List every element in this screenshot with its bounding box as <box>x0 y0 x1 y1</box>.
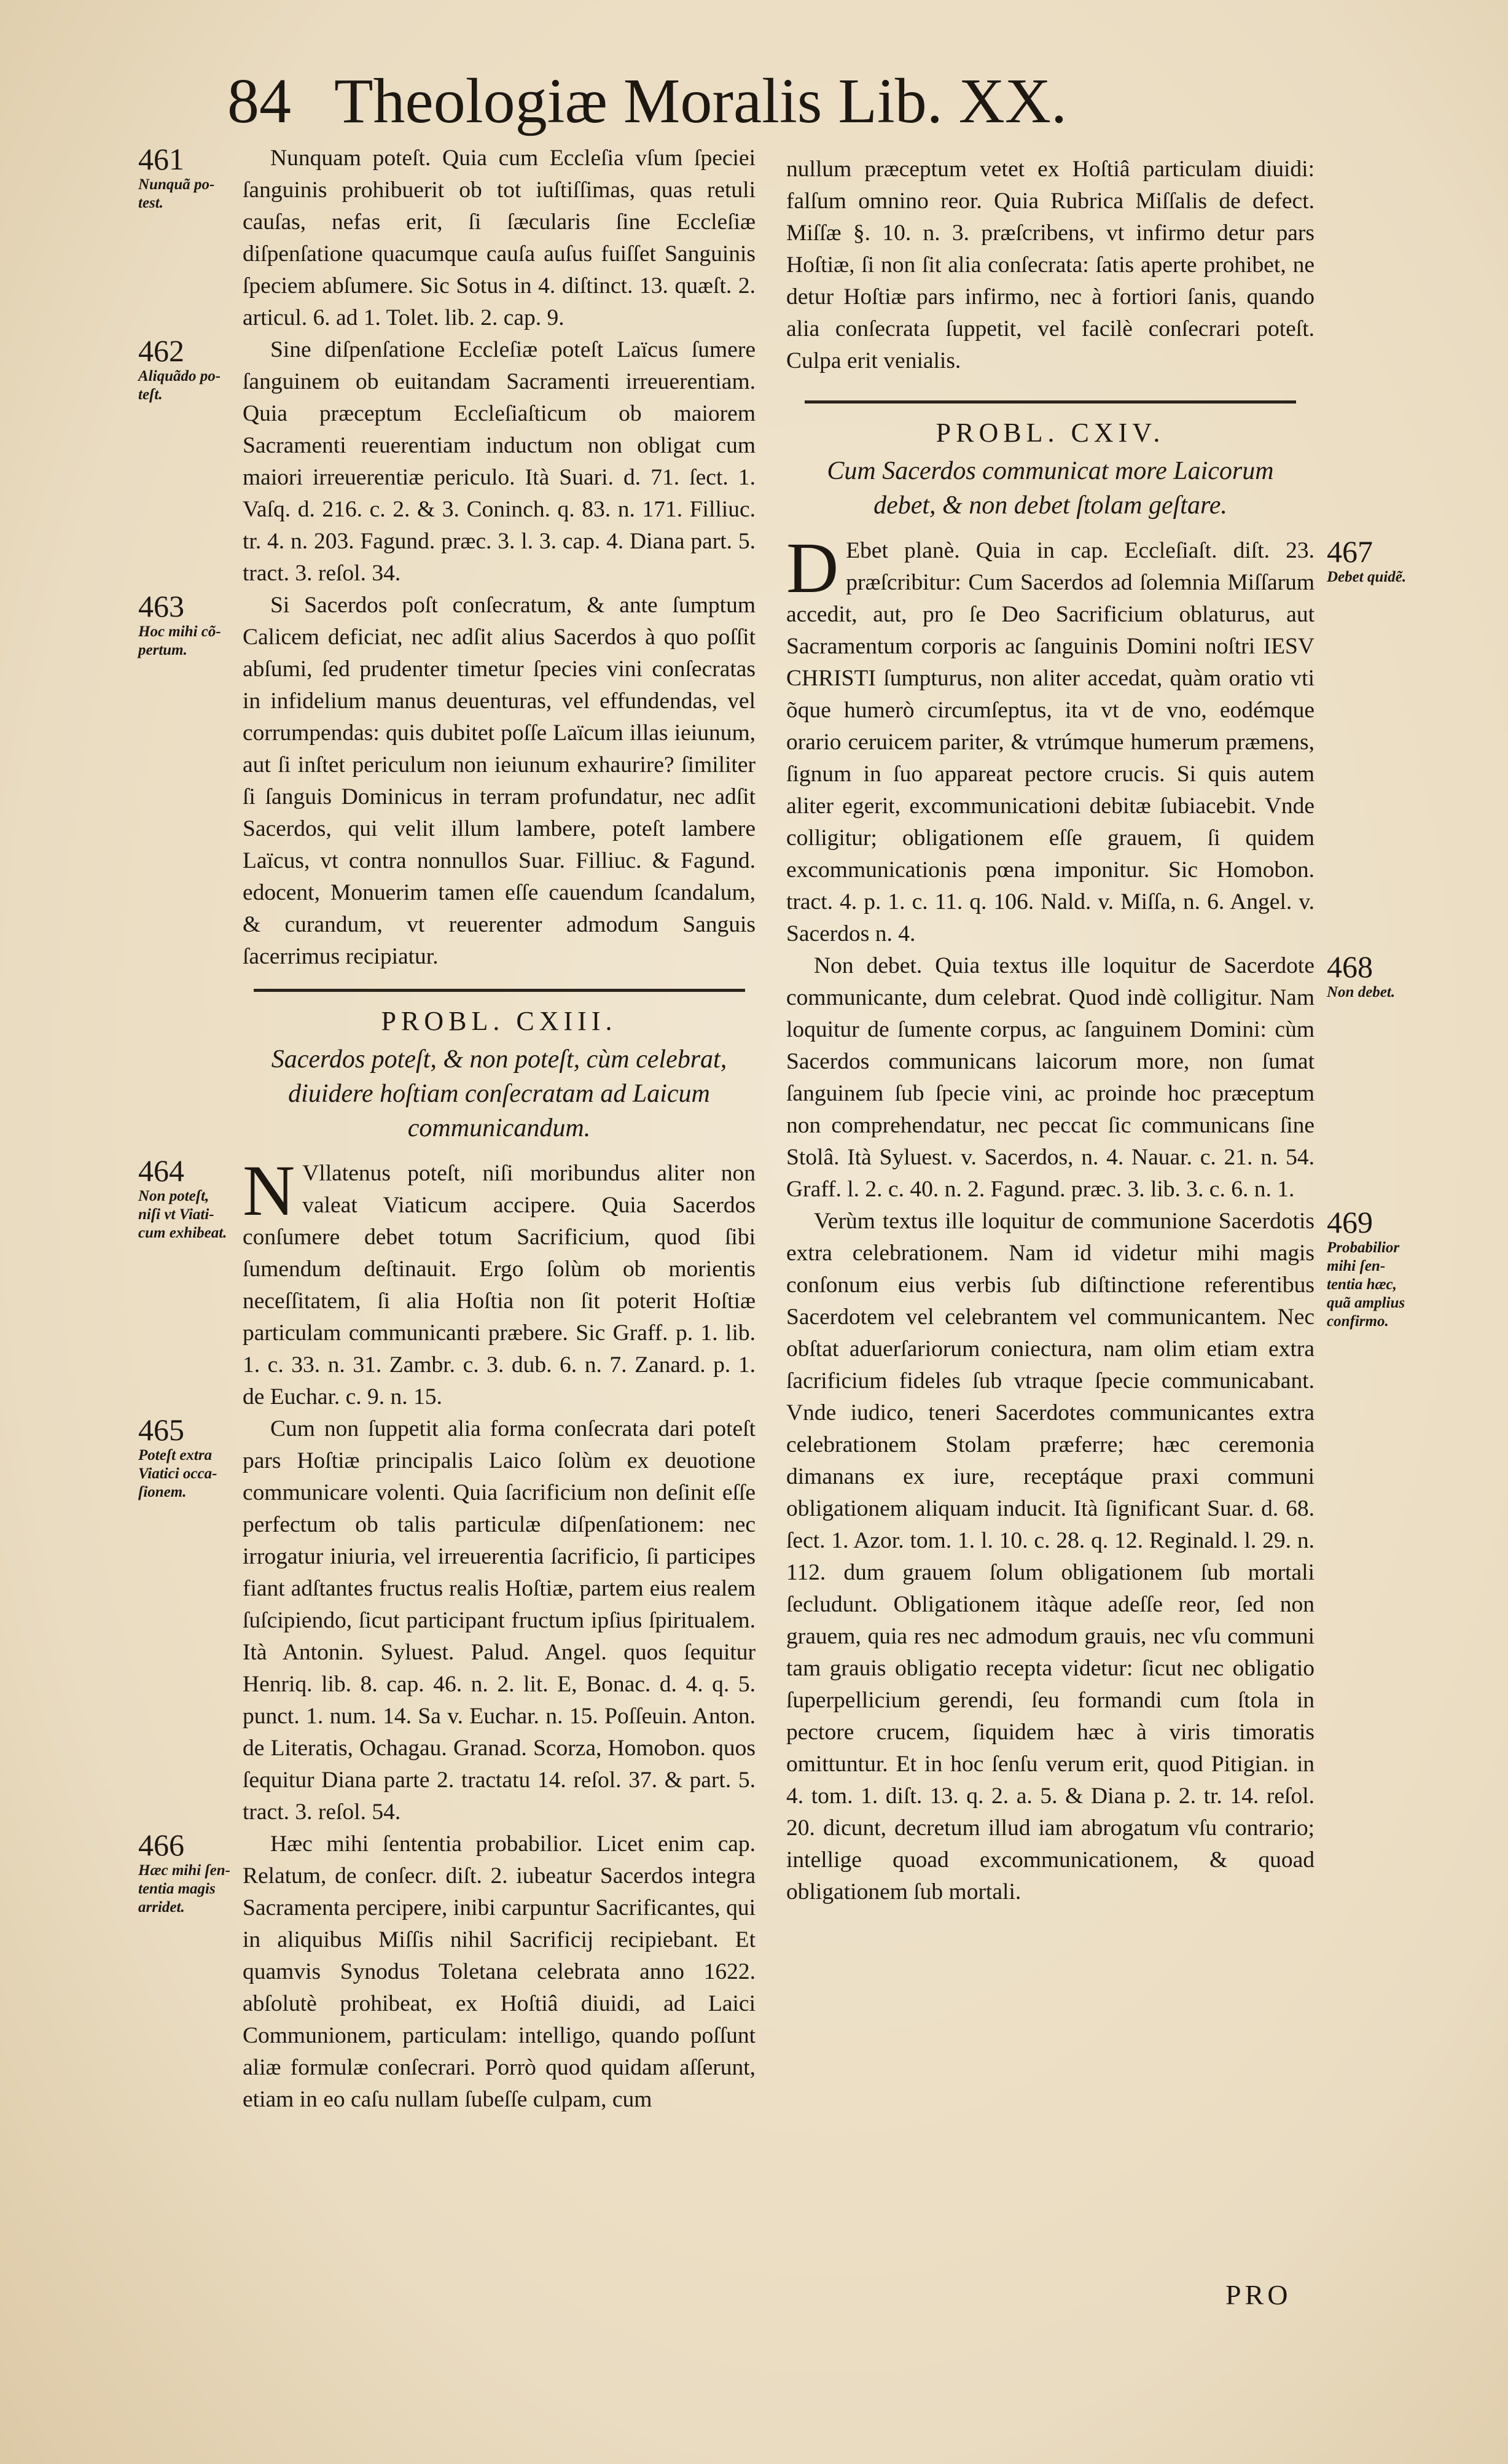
margin-gloss: Debet quidẽ. <box>1327 569 1407 585</box>
paragraph-466 <box>138 1828 756 2116</box>
continuation-text: nullum præceptum vetet ex Hoſtiâ particulam diuidi: falſum omnino reor. Quia Rubrica Miſſalis de defect. Miſſæ §. 10. n. 3. præſcribens, vt infirmo detur pars Hoſtiæ, ſi non ſit alia conſecrata: ſatis aperte prohibet, ne detur Hoſtiæ pars infirmo, nec à fortiori ſanis, quando alia conſecrata ſuppetit, vel facilè conſecrari poteſt. Culpa erit venialis. <box>786 157 1315 373</box>
drop-cap: N <box>243 1150 295 1231</box>
margin-gloss: Aliquãdo po- teſt. <box>138 368 221 403</box>
paragraph-number: 462 <box>138 333 184 368</box>
margin-note-461 <box>138 142 267 212</box>
paragraph-number: 464 <box>138 1153 184 1188</box>
margin-note-465 <box>138 1413 267 1502</box>
paragraph-number: 469 <box>1327 1205 1373 1239</box>
left-column <box>138 142 756 2116</box>
margin-note-462 <box>138 334 267 404</box>
margin-gloss: Probabilior mihi ſen- tentia hæc, quã amplius confirmo. <box>1327 1239 1405 1330</box>
section-rule <box>805 400 1296 404</box>
margin-note-468 <box>1327 950 1450 1002</box>
page-number: 84 <box>227 66 291 136</box>
margin-note-469 <box>1327 1206 1450 1331</box>
paragraph-464 <box>138 1150 756 1413</box>
problem-title: Sacerdos poteſt, & non poteſt, cùm celebrat, diuidere hoſtiam conſecratam ad Laicum communicandum. <box>271 1045 727 1142</box>
paragraph-text: Cum non ſuppetit alia forma conſecrata dari poteſt pars Hoſtiæ principalis Laico ſolùm ex deuotione communicare volenti. Quia ſacrificium non deſinit eſſe perfectum ob talis particulæ diſpenſationem: nec irrogatur iniuria, vel irreuerentia ſacrificio, ſi participes fiant adſtantes fructus realis Hoſtiæ, partem eius realem ſuſcipiendo, ſicut participant fructum ipſius ſpiritualem. Ità Antonin. Syluest. Palud. Angel. quos ſequitur Henriq. lib. 8. cap. 46. n. 2. lit. E, Bonac. d. 4. q. 5. punct. 1. num. 14. Sa v. Euchar. n. 15. Poſſeuin. Anton. de Literatis, Ochagau. Granad. Scorza, Homobon. quos ſequitur Diana parte 2. tractatu 14. reſol. 37. & part. 5. tract. 3. reſol. 54. <box>243 1416 756 1825</box>
paragraph-text: Verùm textus ille loquitur de communione Sacerdotis extra celebrationem. Nam id videtur mihi magis conſonum eius verbis ſub diſtinctione referentibus Sacerdotem vel celebrantem vel communicantem. Nec obſtat aduerſariorum coniectura, nam olim etiam extra ſacrificium fideles ſub vtraque ſpecie communicabant. Vnde iudico, teneri Sacerdotes communicantes extra celebrationem Stolam præferre; hæc ceremonia dimanans ex iure, receptáque praxi communi obligationem aliquam inducit. Ità ſignificant Suar. d. 68. ſect. 1. Azor. tom. 1. l. 10. c. 28. q. 12. Reginald. l. 29. n. 112. dum grauem ſolum obligationem ſub mortali ſecludunt. Obligationem itàque adeſſe reor, ſed non grauem, quia res nec admodum grauis, nec vſu communi tam grauis obligatio recepta videtur: ſicut nec obligatio ſuperpellicium gerendi, ſeu formandi cum ſtola in pectore crucem, ſiquidem hæc à viris timoratis omittuntur. Et in hoc ſenſu verum erit, quod Pitigian. in 4. tom. 1. diſt. 13. q. 2. a. 5. & Diana p. 2. tr. 14. reſol. 20. dicunt, decretum illud iam abrogatum vſu contrario; intellige quoad excommunicationem, & quoad obligationem ſub mortali. <box>786 1209 1315 1905</box>
problem-heading: PROBL. CXIII. <box>381 1006 617 1036</box>
drop-cap: D <box>786 528 839 608</box>
problem-title: Cum Sacerdos communicat more Laicorum debet, & non debet ſtolam geſtare. <box>827 457 1274 520</box>
paragraph-text: Nunquam poteſt. Quia cum Eccleſia vſum ſpeciei ſanguinis prohibuerit ob tot iuſtiſſimas, quas retuli cauſas, nefas erit, ſi ſæcularis ſine Eccleſiæ diſpenſatione quacumque cauſa auſus fuiſſet Sanguinis ſpeciem abſumere. Sic Sotus in 4. diſtinct. 13. quæſt. 2. articul. 6. ad 1. Tolet. lib. 2. cap. 9. <box>243 146 756 330</box>
paragraph-text: Si Sacerdos poſt conſecratum, & ante ſumptum Calicem deficiat, nec adſit alius Sacerdos à quo poſſit abſumi, ſed prudenter timetur ſpecies vini conſecratas in infidelium manus deuenturas, vel effundendas, vel corrumpendas: quis dubitet poſſe Laïcum illas ieiunum, aut ſi inſtet periculum non ieiunum exhaurire? ſimiliter ſi ſanguis Dominicus in terram profundatur, nec adſit Sacerdos, qui velit illum lambere, poteſt lambere Laïcus, vt contra nonnullos Suar. Filliuc. & Fagund. edocent, Monuerim tamen eſſe cauendum ſcandalum, & curandum, vt reuerenter admodum Sanguis ſacerrimus recipiatur. <box>243 593 756 969</box>
paragraph-text: Ebet planè. Quia in cap. Eccleſiaſt. diſt. 23. præſcribitur: Cum Sacerdos ad ſolemnia Miſſarum accedit, aut, pro ſe Deo Sacrificium oblaturus, aut Sacramentum corporis ac ſanguinis Domini noſtri IESV CHRISTI ſumpturus, non aliter accedat, quàm oratio vti õque humerò circumſeptus, ita vt de vno, eodémque orario ceruicem pariter, & vtrúmque humerum præmens, ſignum in ſuo appareat pectore crucis. Si quis autem aliter egerit, excommunicationi debitæ ſubiacebit. Vnde colligitur; obligationem eſſe grauem, ſi quidem excommunicationis pœna imponitur. Sic Homobon. tract. 4. p. 1. c. 11. q. 106. Nald. v. Miſſa, n. 6. Angel. v. Sacerdos n. 4. <box>786 538 1315 946</box>
paragraph-number: 467 <box>1327 534 1373 569</box>
paragraph-text: Non debet. Quia textus ille loquitur de Sacerdote communicante, dum celebrat. Quod indè colligitur. Nam loquitur de ſumente corpus, ac ſanguinem Domini: cùm Sacerdos communicans laicorum more, non ſumat ſanguinem ſub ſpecie vini, ac proinde hoc præceptum non comprehendatur, nec peccat ſic communicans ſine Stolâ. Ità Syluest. v. Sacerdos, n. 4. Nauar. c. 21. n. 54. Graff. l. 2. c. 40. n. 2. Fagund. præc. 3. lib. 3. c. 6. n. 1. <box>786 953 1315 1202</box>
section-rule <box>254 989 745 992</box>
paragraph-465 <box>138 1413 756 1828</box>
paragraph-text: Vllatenus poteſt, niſi moribundus aliter non valeat Viaticum accipere. Quia Sacerdos conſumere debet totum Sacrificium, quod ſibi ſumendum deſtinauit. Ergo ſolùm ob morientis neceſſitatem, ſi alia Hoſtia non ſit poterit Hoſtiæ particulam communicanti præbere. Sic Graff. p. 1. lib. 1. c. 33. n. 31. Zambr. c. 3. dub. 6. n. 7. Zanard. p. 1. de Euchar. c. 9. n. 15. <box>243 1161 756 1409</box>
margin-gloss: Hoc mihi cõ- pertum. <box>138 623 221 658</box>
margin-gloss: Hæc mihi ſen- tentia magis arridet. <box>138 1862 230 1916</box>
margin-note-467 <box>1327 535 1450 587</box>
margin-gloss: Non poteſt, niſi vt Viati- cum exhibeat. <box>138 1188 227 1241</box>
paragraph-469 <box>786 1205 1405 1908</box>
paragraph-463 <box>138 589 756 973</box>
margin-gloss: Poteſt extra Viatici occa- ſionem. <box>138 1447 217 1500</box>
paragraph-468 <box>786 949 1396 1206</box>
paragraph-467 <box>786 528 1407 950</box>
margin-note-464 <box>138 1154 267 1242</box>
paragraph-text: Hæc mihi ſententia probabilior. Licet enim cap. Relatum, de conſecr. diſt. 2. iubeatur Sacerdos integra Sacramenta percipere, inibi carpuntur Sacrificantes, qui in aliquibus Miſſis nihil Sacrificij recipiebant. Et quamvis Synodus Toletana celebrata anno 1622. abſolutè prohibeat, ex Hoſtiâ diuidi, ad Laici Communionem, particulam: intelligo, quando poſſunt aliæ formulæ conſecrari. Porrò quod quidam aſſerunt, etiam in eo caſu nullam ſubeſſe culpam, cum <box>243 1831 756 2112</box>
paragraph-number: 466 <box>138 1828 184 1862</box>
margin-gloss: Nunquã po- test. <box>138 176 215 211</box>
paragraph-462 <box>138 333 756 590</box>
right-column <box>786 154 1407 1908</box>
paragraph-number: 463 <box>138 589 184 623</box>
paragraph-text: Sine diſpenſatione Eccleſiæ poteſt Laïcus ſumere ſanguinem ob euitandam Sacramenti irreuerentiam. Quia præceptum Eccleſiaſticum ob maiorem Sacramenti reuerentiam inductum non obligat cum maiori irreuerentiæ periculo. Ità Suari. d. 71. ſect. 1. Vaſq. d. 216. c. 2. & 3. Coninch. q. 83. n. 171. Filliuc. tr. 4. n. 203. Fagund. præc. 3. l. 3. cap. 4. Diana part. 5. tract. 3. reſol. 34. <box>243 337 756 586</box>
running-title: Theologiæ Moralis Lib. XX. <box>334 66 1068 136</box>
page-header <box>227 58 1333 144</box>
paragraph-461 <box>138 142 756 334</box>
margin-note-463 <box>138 590 267 660</box>
paragraph-number: 465 <box>138 1413 184 1447</box>
paragraph-number: 461 <box>138 142 184 176</box>
catchword: PRO <box>1225 2279 1292 2310</box>
paragraph-number: 468 <box>1327 949 1373 984</box>
problem-heading: PROBL. CXIV. <box>936 418 1165 448</box>
margin-note-466 <box>138 1828 267 1917</box>
margin-gloss: Non debet. <box>1327 984 1396 1000</box>
